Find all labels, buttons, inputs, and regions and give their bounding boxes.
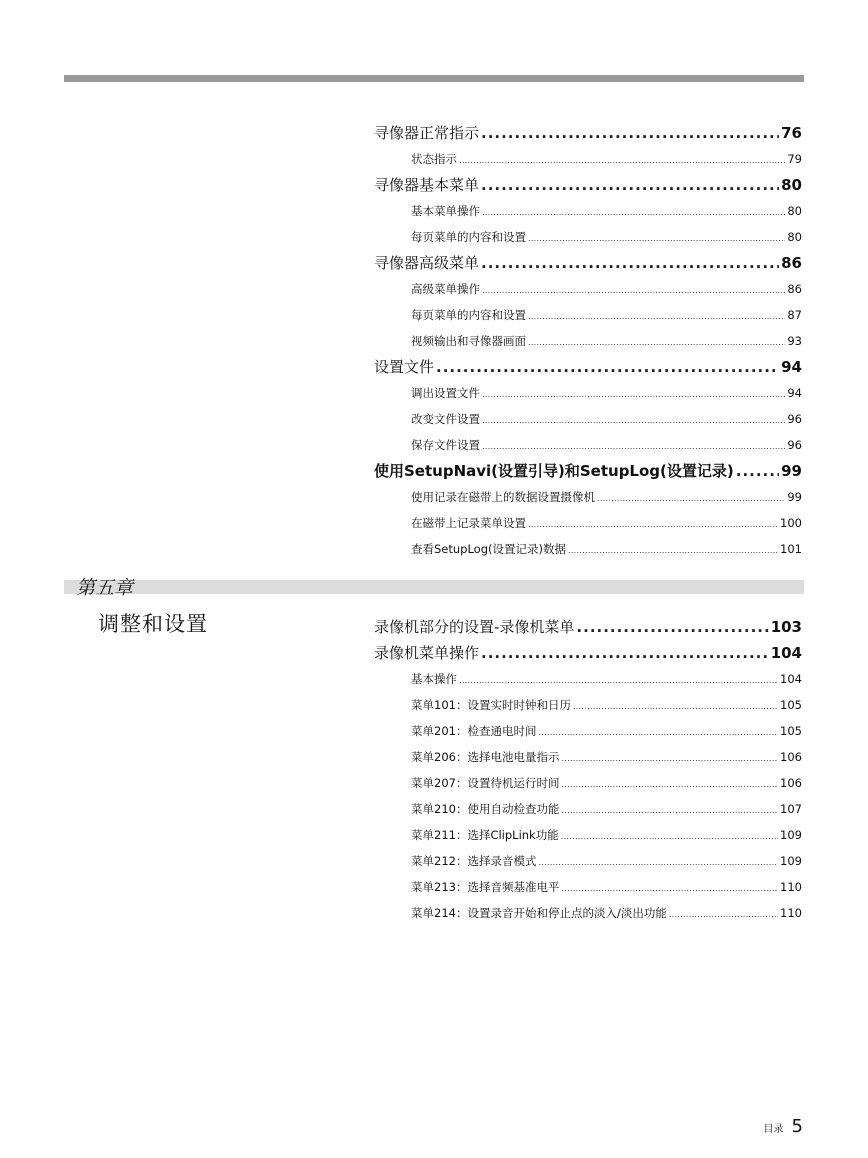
toc-entry[interactable]: 状态指示 ..... 79 [374,146,802,172]
dot-leader [561,746,778,772]
toc-entry[interactable]: 基本菜单操作 ..... 80 [374,198,802,224]
toc-entry[interactable]: 使用SetupNavi(设置引导)和SetupLog(设置记录) ..... 99 [374,458,802,484]
toc-entry[interactable]: 使用记录在磁带上的数据设置摄像机 ..... 99 [374,484,802,510]
dot-leader [568,538,778,564]
toc-entry[interactable]: 查看SetupLog(设置记录)数据 ..... 101 [374,536,802,562]
toc-entry[interactable]: 每页菜单的内容和设置 ..... 87 [374,302,802,328]
toc-entry[interactable]: 菜单213：选择音频基准电平 ..... 110 [374,874,802,900]
toc-entry[interactable]: 菜单212：选择录音模式 ..... 109 [374,848,802,874]
toc-entry[interactable]: 菜单207：设置待机运行时间 ..... 106 [374,770,802,796]
dot-leader [528,304,785,330]
toc-entry[interactable]: 每页菜单的内容和设置 ..... 80 [374,224,802,250]
dot-leader [481,640,769,666]
dot-leader [482,382,785,408]
dot-leader [481,172,779,198]
toc-entry[interactable]: 菜单210：使用自动检查功能 ..... 107 [374,796,802,822]
chapter-label: 第五章 [76,577,134,599]
top-rule [64,75,804,82]
dot-leader [573,694,778,720]
toc-entry[interactable]: 改变文件设置 ..... 96 [374,406,802,432]
toc-section-2 [374,614,802,926]
footer-label: 目录 [763,1124,784,1135]
toc-entry[interactable]: 寻像器正常指示 ..... 76 [374,120,802,146]
toc-entry[interactable]: 保存文件设置 ..... 96 [374,432,802,458]
dot-leader [576,614,768,640]
dot-leader [561,876,778,902]
toc-entry[interactable]: 基本操作 ..... 104 [374,666,802,692]
toc-entry[interactable]: 寻像器基本菜单 ..... 80 [374,172,802,198]
dot-leader [561,824,778,850]
toc-entry[interactable]: 菜单211：选择ClipLink功能 ..... 109 [374,822,802,848]
chapter-title: 调整和设置 [98,612,208,636]
toc-entry[interactable]: 菜单101：设置实时时钟和日历 ..... 105 [374,692,802,718]
dot-leader [669,902,778,928]
page-number: 5 [791,1116,803,1137]
dot-leader [736,458,779,484]
toc-entry[interactable]: 调出设置文件 ..... 94 [374,380,802,406]
dot-leader [436,354,779,380]
dot-leader [481,250,779,276]
toc-entry[interactable]: 视频输出和寻像器画面 ..... 93 [374,328,802,354]
dot-leader [459,668,778,694]
page-footer [764,1116,803,1137]
dot-leader [538,720,778,746]
toc-entry[interactable]: 录像机部分的设置-录像机菜单 ..... 103 [374,614,802,640]
toc-entry[interactable]: 录像机菜单操作 ..... 104 [374,640,802,666]
dot-leader [597,486,785,512]
toc-entry[interactable]: 设置文件 ..... 94 [374,354,802,380]
dot-leader [561,798,778,824]
toc-entry[interactable]: 寻像器高级菜单 ..... 86 [374,250,802,276]
toc-entry[interactable]: 在磁带上记录菜单设置 ..... 100 [374,510,802,536]
toc-entry[interactable]: 菜单201：检查通电时间 ..... 105 [374,718,802,744]
toc-entry[interactable]: 高级菜单操作 ..... 86 [374,276,802,302]
dot-leader [482,200,785,226]
dot-leader [459,148,785,174]
toc-section-1 [374,120,802,562]
toc-entry[interactable]: 菜单206：选择电池电量指示 ..... 106 [374,744,802,770]
toc-entry[interactable]: 菜单214：设置录音开始和停止点的淡入/淡出功能 ..... 110 [374,900,802,926]
dot-leader [528,226,785,252]
dot-leader [561,772,778,798]
dot-leader [482,408,785,434]
dot-leader [481,120,779,146]
dot-leader [528,512,778,538]
dot-leader [482,278,785,304]
dot-leader [538,850,778,876]
chapter-band [64,580,804,594]
dot-leader [528,330,785,356]
dot-leader [482,434,785,460]
